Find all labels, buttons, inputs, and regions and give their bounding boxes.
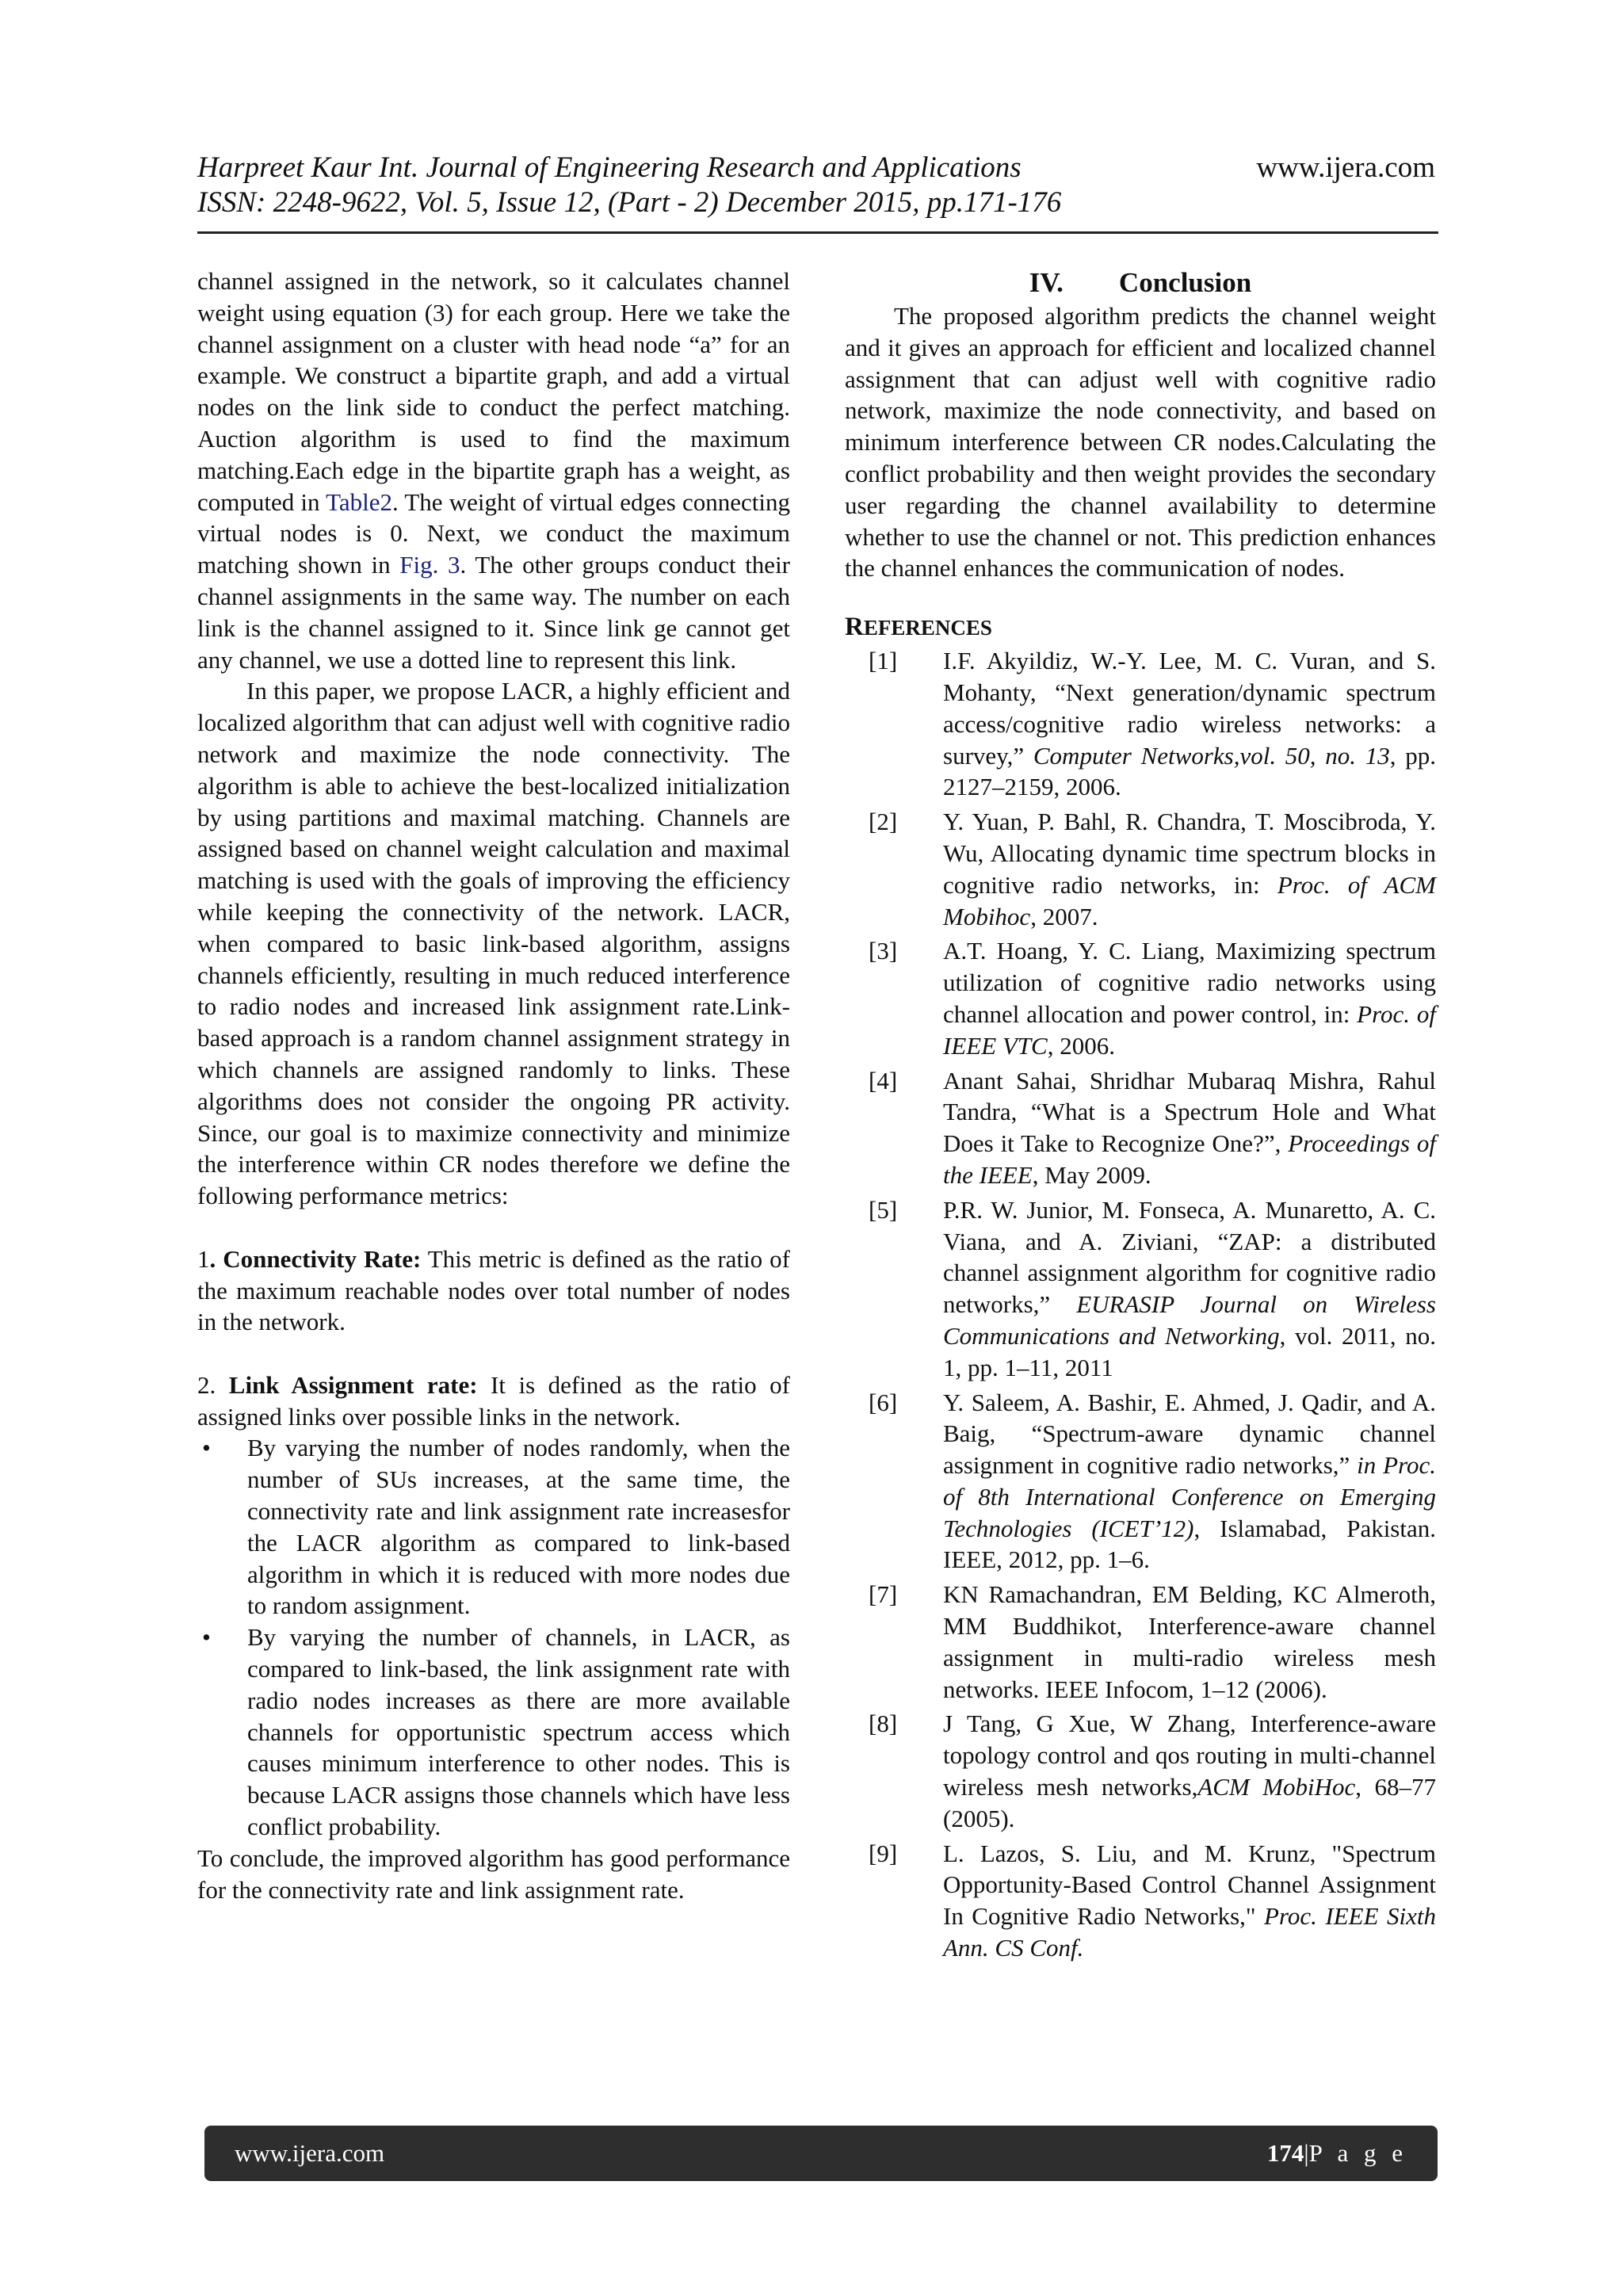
reference-item: [8] J Tang, G Xue, W Zhang, Interference-aware topology control and qos routing in multi-channel wireless mesh networks,ACM MobiHoc, 68–77 (2005). <box>869 1710 1436 1832</box>
reference-number: [5] <box>869 1195 898 1224</box>
paragraph-conclusion: The proposed algorithm predicts the channel weight and it gives an approach for efficient and localized channel assignment that can adjust well with cognitive radio network, maximize the node connectivity, and based on minimum interference between CR nodes.Calculating the conflict probability and then weight provides the secondary user regarding the channel availability to determine whether to use the channel or not. This prediction enhances the channel enhances the communication of nodes. <box>845 302 1436 583</box>
reference-number: [2] <box>869 808 898 836</box>
metric-connectivity-rate: 1. Connectivity Rate: This metric is defined as the ratio of the maximum reachable nodes over total number of nodes in the network. <box>197 1244 790 1336</box>
list-item: • By varying the number of nodes randomly, when the number of SUs increases, at the same time, the connectivity rate and link assignment rate increasesfor the LACR algorithm as compared to link-based algorithm in which it is reduced with more nodes due to random assignment. <box>202 1434 790 1620</box>
reference-item: [3] A.T. Hoang, Y. C. Liang, Maximizing spectrum utilization of cognitive radio networks using channel allocation and power control, in: Proc. of IEEE VTC, 2006. <box>869 937 1436 1060</box>
header-issn: ISSN: 2248-9622, Vol. 5, Issue 12, (Part - 2) December 2015, pp.171-176 <box>197 186 1062 219</box>
reference-item: [2] Y. Yuan, P. Bahl, R. Chandra, T. Moscibroda, Y. Wu, Allocating dynamic time spectrum blocks in cognitive radio networks, in: Proc. of ACM Mobihoc, 2007. <box>869 808 1436 930</box>
fig3-link[interactable]: Fig. 3 <box>399 551 460 579</box>
reference-number: [1] <box>869 647 898 675</box>
reference-item: [1] I.F. Akyildiz, W.-Y. Lee, M. C. Vuran, and S. Mohanty, “Next generation/dynamic spectrum access/cognitive radio wireless networks: a survey,” Computer Networks,vol. 50, no. 13, pp. 2127–2159, 2006. <box>869 647 1436 801</box>
running-header <box>197 151 1435 220</box>
reference-number: [3] <box>869 937 898 965</box>
section-heading-conclusion: IV. Conclusion <box>1029 267 1252 298</box>
results-bullet-list <box>197 1432 790 1842</box>
bullet-icon: • <box>202 1623 211 1652</box>
right-column <box>845 266 1436 1967</box>
reference-number: [9] <box>869 1839 898 1867</box>
reference-number: [6] <box>869 1388 898 1416</box>
reference-list <box>845 645 1436 1964</box>
reference-item: [5] P.R. W. Junior, M. Fonseca, A. Munaretto, A. C. Viana, and A. Ziviani, “ZAP: a distributed channel assignment algorithm for cognitive radio networks,” EURASIP Journal on Wireless Communications and Networking, vol. 2011, no. 1, pp. 1–11, 2011 <box>869 1195 1436 1381</box>
page-footer <box>204 2126 1438 2181</box>
page-number: 174|P a g e <box>1266 2139 1407 2167</box>
list-item: • By varying the number of channels, in LACR, as compared to link-based, the link assignment rate with radio nodes increases as there are more available channels for opportunistic spectrum access which causes minimum interference to other nodes. This is because LACR assigns those channels which have less conflict probability. <box>202 1623 790 1841</box>
reference-number: [4] <box>869 1066 898 1095</box>
reference-item: [6] Y. Saleem, A. Bashir, E. Ahmed, J. Qadir, and A. Baig, “Spectrum-aware dynamic channel assignment in cognitive radio networks,” in Proc. of 8th International Conference on Emerging Technologies (ICET’12), Islamabad, Pakistan. IEEE, 2012, pp. 1–6. <box>869 1388 1436 1574</box>
bullet-icon: • <box>202 1434 211 1462</box>
reference-item: [7] KN Ramachandran, EM Belding, KC Almeroth, MM Buddhikot, Interference-aware channel assignment in multi-radio wireless mesh networks. IEEE Infocom, 1–12 (2006). <box>869 1580 1436 1703</box>
paragraph-lacr-proposal: In this paper, we propose LACR, a highly efficient and localized algorithm that can adjust well with cognitive radio network and maximize the node connectivity. The algorithm is able to achieve the best-localized initialization by using partitions and maximal matching. Channels are assigned based on channel weight calculation and maximal matching is used with the goals of improving the efficiency while keeping the connectivity of the network. LACR, when compared to basic link-based algorithm, assigns channels efficiently, resulting in much reduced interference to radio nodes and increased link assignment rate.Link- based approach is a random channel assignment strategy in which channels are assigned randomly to links. These algorithms does not consider the ongoing PR activity. Since, our goal is to maximize connectivity and minimize the interference within CR nodes therefore we define the following performance metrics: <box>197 677 790 1210</box>
header-site-url: www.ijera.com <box>1256 151 1435 184</box>
paragraph-channel-assignment: channel assigned in the network, so it calculates channel weight using equation (3) for each group. Here we take the channel assignment on a cluster with head node “a” for an example. We construct a bipartite graph, and add a virtual nodes on the link side to conduct the perfect matching. Auction algorithm is used to find the maximum matching.Each edge in the bipartite graph has a weight, as computed in Table2. The weight of virtual edges connecting virtual nodes is 0. Next, we conduct the maximum matching shown in Fig. 3. The other groups conduct their channel assignments in the same way. The number on each link is the channel assigned to it. Since link ge cannot get any channel, we use a dotted line to represent this link. <box>197 267 791 674</box>
reference-item: [4] Anant Sahai, Shridhar Mubaraq Mishra, Rahul Tandra, “What is a Spectrum Hole and What Does it Take to Recognize One?”, Proceedings of the IEEE, May 2009. <box>869 1066 1436 1189</box>
header-citation: Harpreet Kaur Int. Journal of Engineering Research and Applications <box>197 151 1022 184</box>
references-heading: REFERENCES <box>845 613 992 642</box>
left-column <box>197 266 790 1905</box>
reference-number: [8] <box>869 1710 898 1738</box>
reference-number: [7] <box>869 1580 898 1609</box>
metric-link-assignment-rate: 2. Link Assignment rate: It is defined as the ratio of assigned links over possible links in the network. <box>197 1370 790 1431</box>
table2-link[interactable]: Table2 <box>326 487 393 516</box>
paragraph-to-conclude: To conclude, the improved algorithm has good performance for the connectivity rate and link assignment rate. <box>197 1843 790 1904</box>
header-divider <box>197 231 1438 234</box>
footer-site-url: www.ijera.com <box>235 2139 385 2167</box>
reference-item: [9] L. Lazos, S. Liu, and M. Krunz, "Spectrum Opportunity-Based Control Channel Assignment In Cognitive Radio Networks," Proc. IEEE Sixth Ann. CS Conf. <box>869 1839 1436 1962</box>
